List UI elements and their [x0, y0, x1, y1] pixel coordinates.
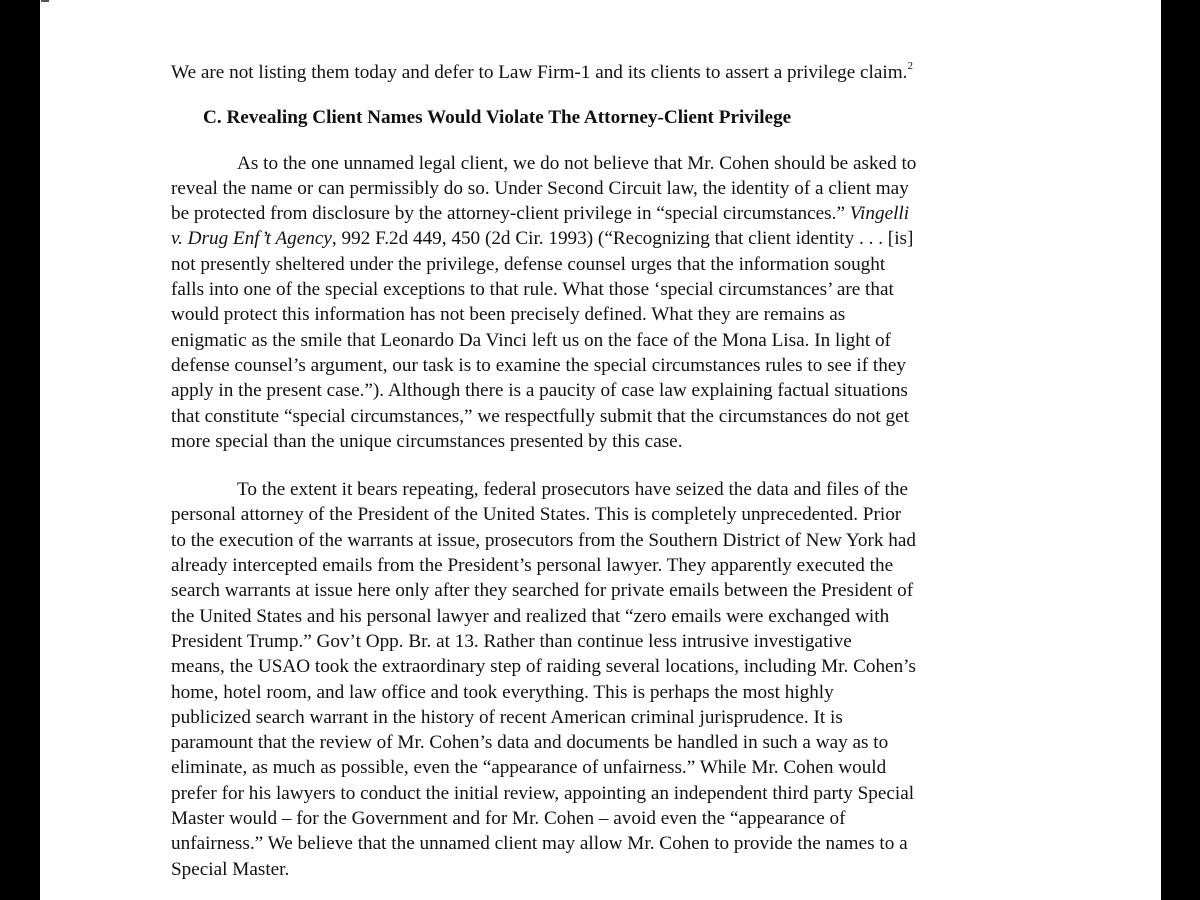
case-citation-name: Vingelli — [849, 203, 910, 225]
case-citation-name: v. Drug Enf’t Agency — [171, 228, 332, 250]
footnote-reference[interactable]: 2 — [907, 60, 913, 72]
section-heading: C. Revealing Client Names Would Violate The Attorney-Client Privilege — [203, 107, 792, 129]
paragraph-line: Master would – for the Government and for Mr. Cohen – avoid even the “appearance of — [171, 808, 846, 830]
paragraph-line-text: be protected from disclosure by the attorney-client privilege in “special circumstances.” — [171, 203, 845, 225]
paragraph-line: falls into one of the special exceptions to that rule. What those ‘special circumstances’ are that — [171, 279, 894, 301]
paragraph-line: more special than the unique circumstances presented by this case. — [171, 430, 683, 452]
paragraph-line: As to the one unnamed legal client, we do not believe that Mr. Cohen should be asked to — [237, 152, 917, 174]
paragraph-line: home, hotel room, and law office and took everything. This is perhaps the most highly — [171, 681, 834, 703]
page-content — [171, 60, 1041, 882]
page-top-mark — [41, 0, 49, 2]
paragraph-line: means, the USAO took the extraordinary step of raiding several locations, including Mr. Cohen’s — [171, 656, 916, 678]
opening-text: We are not listing them today and defer to Law Firm-1 and its clients to assert a privilege claim. — [171, 62, 908, 83]
paragraph-line: already intercepted emails from the President’s personal lawyer. They apparently executed the — [171, 555, 894, 577]
paragraph-line-text: , 992 F.2d 449, 450 (2d Cir. 1993) (“Recognizing that client identity . . . [is] — [331, 228, 914, 250]
paragraph-line: to the execution of the warrants at issue, prosecutors from the Southern District of New York had — [171, 529, 916, 551]
opening-sentence — [171, 60, 1041, 85]
paragraph-line: not presently sheltered under the privilege, defense counsel urges that the information sought — [171, 253, 886, 275]
paragraph-special-master — [171, 477, 1041, 882]
paragraph-line: enigmatic as the smile that Leonardo Da Vinci left us on the face of the Mona Lisa. In light of — [171, 329, 891, 351]
paragraph-client-identity — [171, 151, 1041, 455]
paragraph-line: defense counsel’s argument, our task is to examine the special circumstances rules to see if they — [171, 354, 906, 376]
paragraph-line: reveal the name or can permissibly do so. Under Second Circuit law, the identity of a client may — [171, 177, 909, 199]
paragraph-line: To the extent it bears repeating, federal prosecutors have seized the data and files of the — [237, 479, 908, 501]
paragraph-line: the United States and his personal lawyer and realized that “zero emails were exchanged with — [171, 605, 890, 627]
paragraph-line: President Trump.” Gov’t Opp. Br. at 13. Rather than continue less intrusive investigative — [171, 630, 852, 652]
paragraph-line — [171, 226, 1041, 251]
paragraph-line: personal attorney of the President of the United States. This is completely unprecedented. Prior — [171, 504, 902, 526]
document-page — [40, 0, 1161, 900]
paragraph-line: prefer for his lawyers to conduct the initial review, appointing an independent third party Special — [171, 782, 915, 804]
paragraph-line: paramount that the review of Mr. Cohen’s data and documents be handled in such a way as to — [171, 732, 889, 754]
paragraph-line: apply in the present case.”). Although there is a paucity of case law explaining factual situations — [171, 380, 908, 402]
paragraph-line: eliminate, as much as possible, even the “appearance of unfairness.” While Mr. Cohen would — [171, 757, 887, 779]
paragraph-line: search warrants at issue here only after they searched for private emails between the President of — [171, 580, 914, 602]
paragraph-line: unfairness.” We believe that the unnamed client may allow Mr. Cohen to provide the names to a — [171, 833, 908, 855]
paragraph-line: Special Master. — [171, 858, 290, 880]
paragraph-line: would protect this information has not been precisely defined. What they are remains as — [171, 304, 846, 326]
paragraph-line: that constitute “special circumstances,” we respectfully submit that the circumstances do not get — [171, 405, 909, 427]
paragraph-line — [171, 201, 1041, 226]
paragraph-line: publicized search warrant in the history of recent American criminal jurisprudence. It is — [171, 706, 843, 728]
